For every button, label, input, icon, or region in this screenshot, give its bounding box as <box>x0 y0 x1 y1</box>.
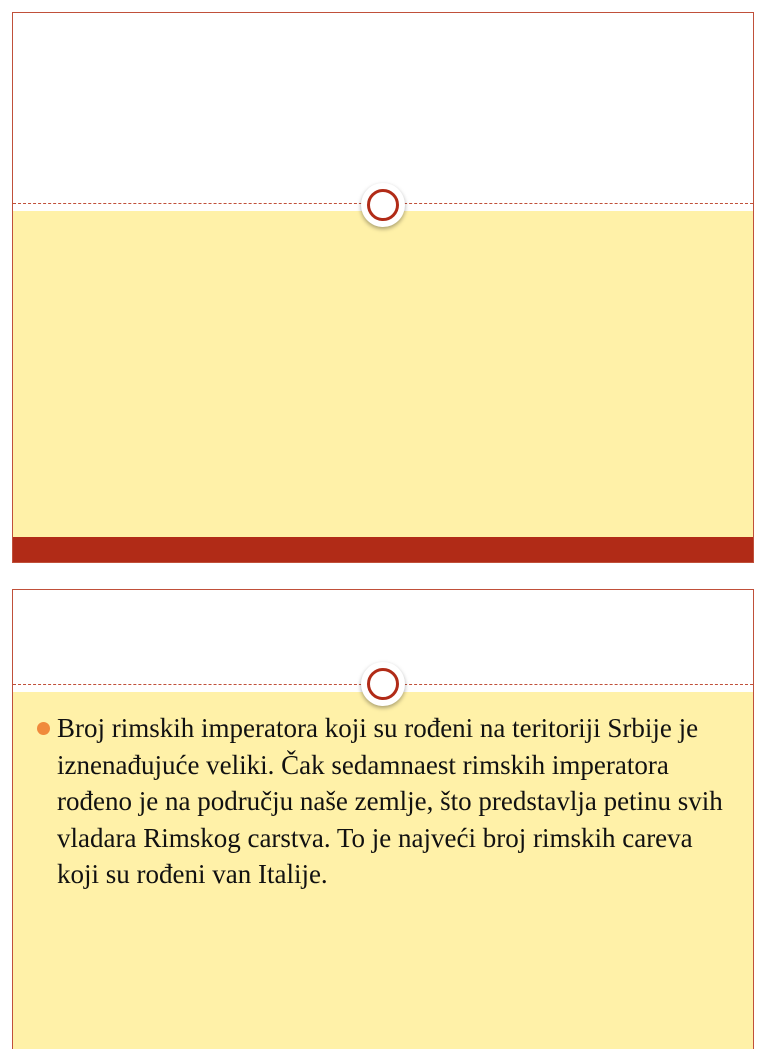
slide-1-content-area <box>13 211 753 537</box>
slide-1 <box>12 12 754 563</box>
bullet-icon <box>37 722 50 735</box>
slide-2-ring-icon <box>361 662 405 706</box>
bullet-item <box>37 710 737 893</box>
slide-2 <box>12 589 754 1049</box>
slide-1-title-area <box>13 13 753 205</box>
slide-1-footer-bar <box>13 537 753 562</box>
slide-1-ring-icon <box>361 183 405 227</box>
bullet-text: Broj rimskih imperatora koji su rođeni na teritoriji Srbije je iznenađujuće veliki. Čak sedamnaest rimskih imperatora rođeno je na području naše zemlje, što predstavlja petinu svih vladara Rimskog carstva. To je najveći broj rimskih careva koji su rođeni van Italije. <box>57 713 723 889</box>
